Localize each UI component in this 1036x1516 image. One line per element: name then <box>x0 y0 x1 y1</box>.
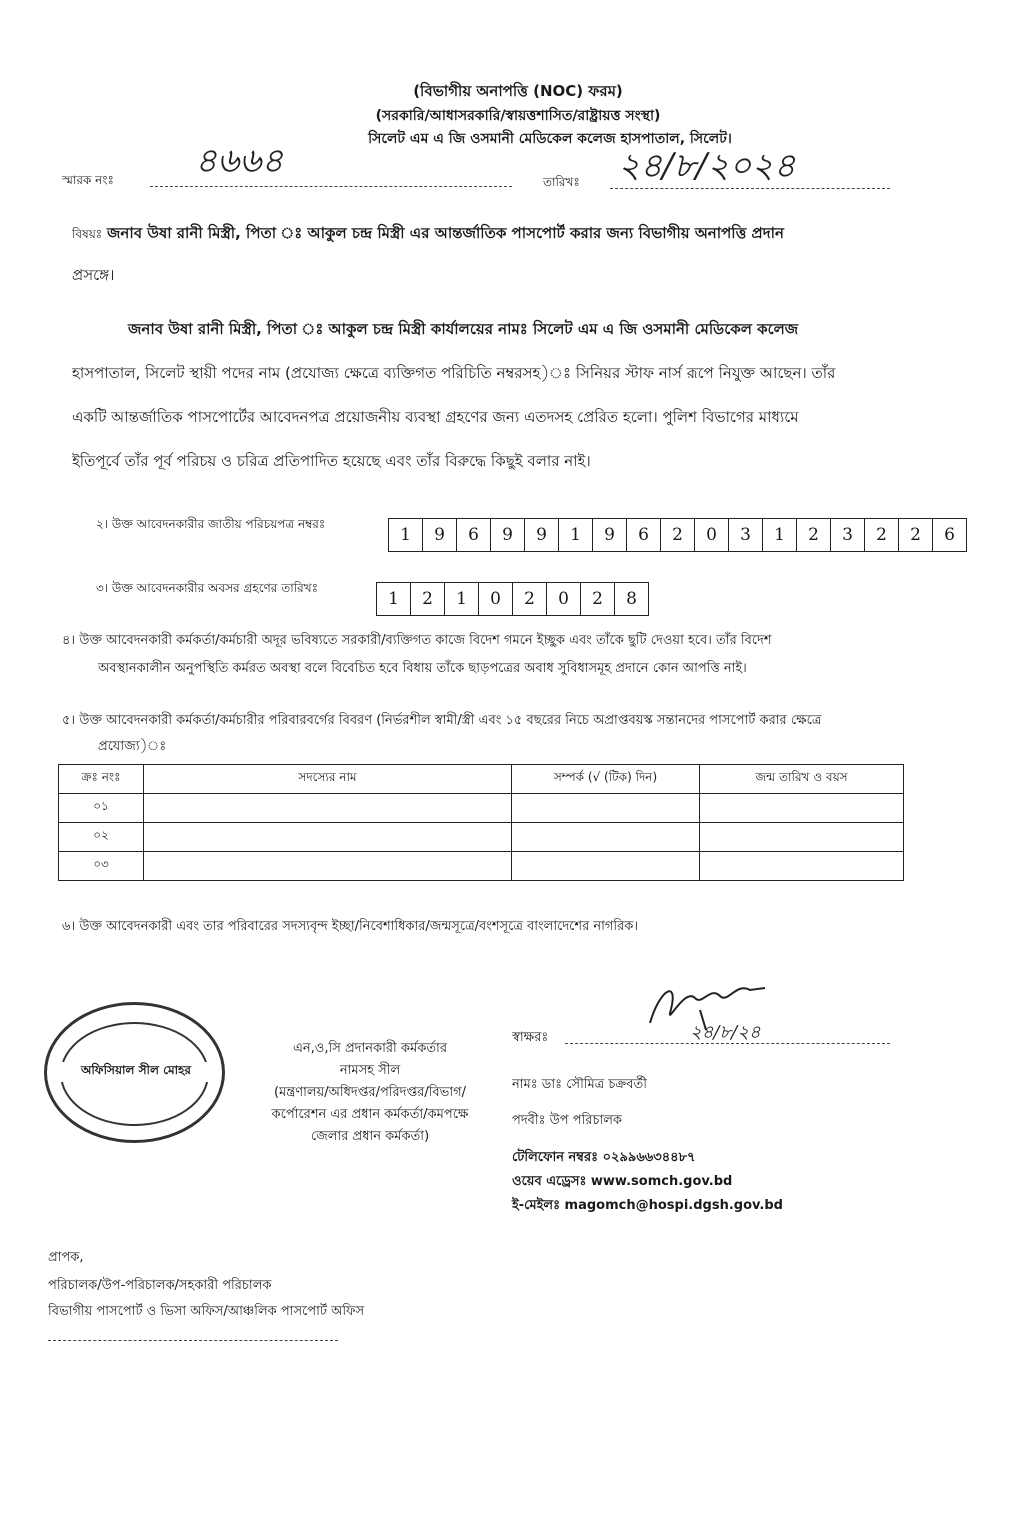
form-title: (বিভাগীয় অনাপত্তি (NOC) ফরম) <box>413 82 623 100</box>
nid-digit: 6 <box>457 519 491 551</box>
table-row <box>59 794 904 823</box>
col-member-name: সদস্যের নাম <box>144 765 512 794</box>
signature-date: ২৪/৮/২৪ <box>690 1022 761 1043</box>
nid-digit-boxes <box>388 518 967 552</box>
family-table <box>58 764 904 881</box>
retirement-digit: 2 <box>513 583 547 615</box>
body-line-1: জনাব উষা রানী মিস্ত্রী, পিতা ঃ আকুল চন্দ্র মিস্ত্রী কার্যালয়ের নামঃ সিলেট এম এ জি ওসমানী মেডিকেল কলেজ <box>128 320 799 338</box>
date-value: ২৪/৮/২০২৪ <box>618 146 796 186</box>
retirement-label: ৩। উক্ত আবেদনকারীর অবসর গ্রহণের তারিখঃ <box>96 581 319 595</box>
family-table-header <box>59 765 904 794</box>
retirement-digit: 8 <box>626 589 637 609</box>
item5-line-1: ৫। উক্ত আবেদনকারী কর্মকর্তা/কর্মচারীর পরিবারবর্গের বিবরণ (নির্ভরশীল স্বামী/স্ত্রী এবং ১৫ বছরের নিচে অপ্রাপ্তবয়স্ক সন্তানদের পাসপোর্ট করার ক্ষেত্রে <box>62 713 822 728</box>
table-row <box>59 852 904 881</box>
col-relation: সম্পর্ক (√ (টিক) দিন) <box>512 765 700 794</box>
recipient-line-1: পরিচালক/উপ-পরিচালক/সহকারী পরিচালক <box>48 1278 272 1293</box>
retirement-digit: 0 <box>479 583 513 615</box>
officer-note: এন,ও,সি প্রদানকারী কর্মকর্তার নামসহ সীল (মন্ত্রণালয়/অধিদপ্তর/পরিদপ্তর/বিভাগ/ কর্পোরেশন এর প্রধান কর্মকর্তা/কমপক্ষে জেলার প্রধান কর্মকর্তা) <box>271 1041 469 1144</box>
signatory-name: নামঃ ডাঃ সৌমিত্র চক্রবর্তী <box>512 1077 648 1092</box>
nid-digit: 2 <box>865 519 899 551</box>
recipient-label: প্রাপক, <box>48 1250 84 1265</box>
nid-digit: 9 <box>593 519 627 551</box>
nid-digit: 0 <box>695 519 729 551</box>
memo-label: স্মারক নংঃ <box>62 173 114 187</box>
retirement-digit: 0 <box>547 583 581 615</box>
nid-label: ২। উক্ত আবেদনকারীর জাতীয় পরিচয়পত্র নম্বরঃ <box>96 517 326 531</box>
row-serial: ০১ <box>59 794 144 823</box>
col-birthdate-age: জন্ম তারিখ ও বয়স <box>700 765 904 794</box>
row-serial: ০৩ <box>59 852 144 881</box>
retirement-digit: 2 <box>411 583 445 615</box>
item4-line-2: অবস্থানকালীন অনুপস্থিতি কর্মরত অবস্থা বলে বিবেচিত হবে বিধায় তাঁকে ছাড়পত্রের অবাধ সুবিধাসমূহ প্রদানে কোন আপত্তি নাই। <box>98 661 747 676</box>
retirement-digit: 1 <box>445 583 479 615</box>
body-line-4: ইতিপূর্বে তাঁর পূর্ব পরিচয় ও চরিত্র প্রতিপাদিত হয়েছে এবং তাঁর বিরুদ্ধে কিছুই বলার নাই। <box>72 452 591 470</box>
nid-digit: 3 <box>831 519 865 551</box>
signatory-designation: পদবীঃ উপ পরিচালক <box>512 1113 623 1128</box>
retirement-digit-boxes <box>376 582 649 616</box>
row-serial: ০২ <box>59 823 144 852</box>
date-label: তারিখঃ <box>543 175 580 189</box>
nid-digit: 3 <box>729 519 763 551</box>
form-subtitle: (সরকারি/আধাসরকারি/স্বায়ত্তশাসিত/রাষ্ট্রায়ত্ত সংস্থা) <box>375 108 661 124</box>
body-line-2: হাসপাতাল, সিলেট স্থায়ী পদের নাম (প্রযোজ্য ক্ষেত্রে ব্যক্তিগত পরিচিতি নম্বরসহ)ঃ সিনিয়র স্টাফ নার্স রূপে নিযুক্ত আছেন। তাঁর <box>72 364 836 382</box>
nid-digit: 1 <box>763 519 797 551</box>
recipient-line-2: বিভাগীয় পাসপোর্ট ও ভিসা অফিস/আঞ্চলিক পাসপোর্ট অফিস <box>48 1304 365 1319</box>
nid-digit: 2 <box>661 519 695 551</box>
retirement-digit: 1 <box>377 583 411 615</box>
item6-text: ৬। উক্ত আবেদনকারী এবং তার পরিবারের সদস্যবৃন্দ ইচ্ছা/নিবেশাধিকার/জন্মসূত্রে/বংশসূত্রে বাংলাদেশের নাগরিক। <box>62 919 639 934</box>
memo-number: ৪৬৬৪ <box>195 141 284 181</box>
item5-line-2: প্রযোজ্য)ঃ <box>98 739 167 754</box>
nid-digit: 9 <box>491 519 525 551</box>
item4-line-1: ৪। উক্ত আবেদনকারী কর্মকর্তা/কর্মচারী অদূর ভবিষ্যতে সরকারী/ব্যক্তিগত কাজে বিদেশ গমনে ইচ্ছুক এবং তাঁকে ছুটি দেওয়া হবে। তাঁর বিদেশ <box>62 633 772 648</box>
body-line-3: একটি আন্তর্জাতিক পাসপোর্টের আবেদনপত্র প্রয়োজনীয় ব্যবস্থা গ্রহণের জন্য এতদসহ প্রেরিত হলো। পুলিশ বিভাগের মাধ্যমে <box>72 408 799 426</box>
nid-digit: 6 <box>944 525 955 545</box>
signatory-email: ই-মেইলঃ magomch@hospi.dgsh.gov.bd <box>512 1198 783 1213</box>
nid-digit: 9 <box>525 519 559 551</box>
nid-digit: 2 <box>899 519 933 551</box>
signature-dotted-line <box>565 1043 890 1044</box>
retirement-digit: 2 <box>581 583 615 615</box>
signatory-phone: টেলিফোন নম্বরঃ ০২৯৯৬৬৩৪৪৮৭ <box>512 1150 696 1165</box>
nid-digit: 2 <box>797 519 831 551</box>
nid-digit: 1 <box>389 519 423 551</box>
subject-line-1: বিষয়ঃ জনাব উষা রানী মিস্ত্রী, পিতা ঃ আকুল চন্দ্র মিস্ত্রী এর আন্তর্জাতিক পাসপোর্ট করার জন্য বিভাগীয় অনাপত্তি প্রদান <box>72 224 784 242</box>
signature-label: স্বাক্ষরঃ <box>512 1030 549 1045</box>
nid-digit: 1 <box>559 519 593 551</box>
institution-name: সিলেট এম এ জি ওসমানী মেডিকেল কলেজ হাসপাতাল, সিলেট। <box>368 131 732 147</box>
col-serial: ক্রঃ নংঃ <box>59 765 144 794</box>
subject-line-2: প্রসঙ্গে। <box>72 266 115 284</box>
nid-digit: 9 <box>423 519 457 551</box>
seal-text: অফিসিয়াল সীল মোহর <box>56 1062 216 1082</box>
nid-digit: 6 <box>627 519 661 551</box>
subject-label: বিষয়ঃ <box>72 227 103 241</box>
table-row <box>59 823 904 852</box>
signatory-website: ওয়েব এড্রেসঃ www.somch.gov.bd <box>512 1174 733 1189</box>
recipient-dotted-line <box>48 1340 338 1341</box>
